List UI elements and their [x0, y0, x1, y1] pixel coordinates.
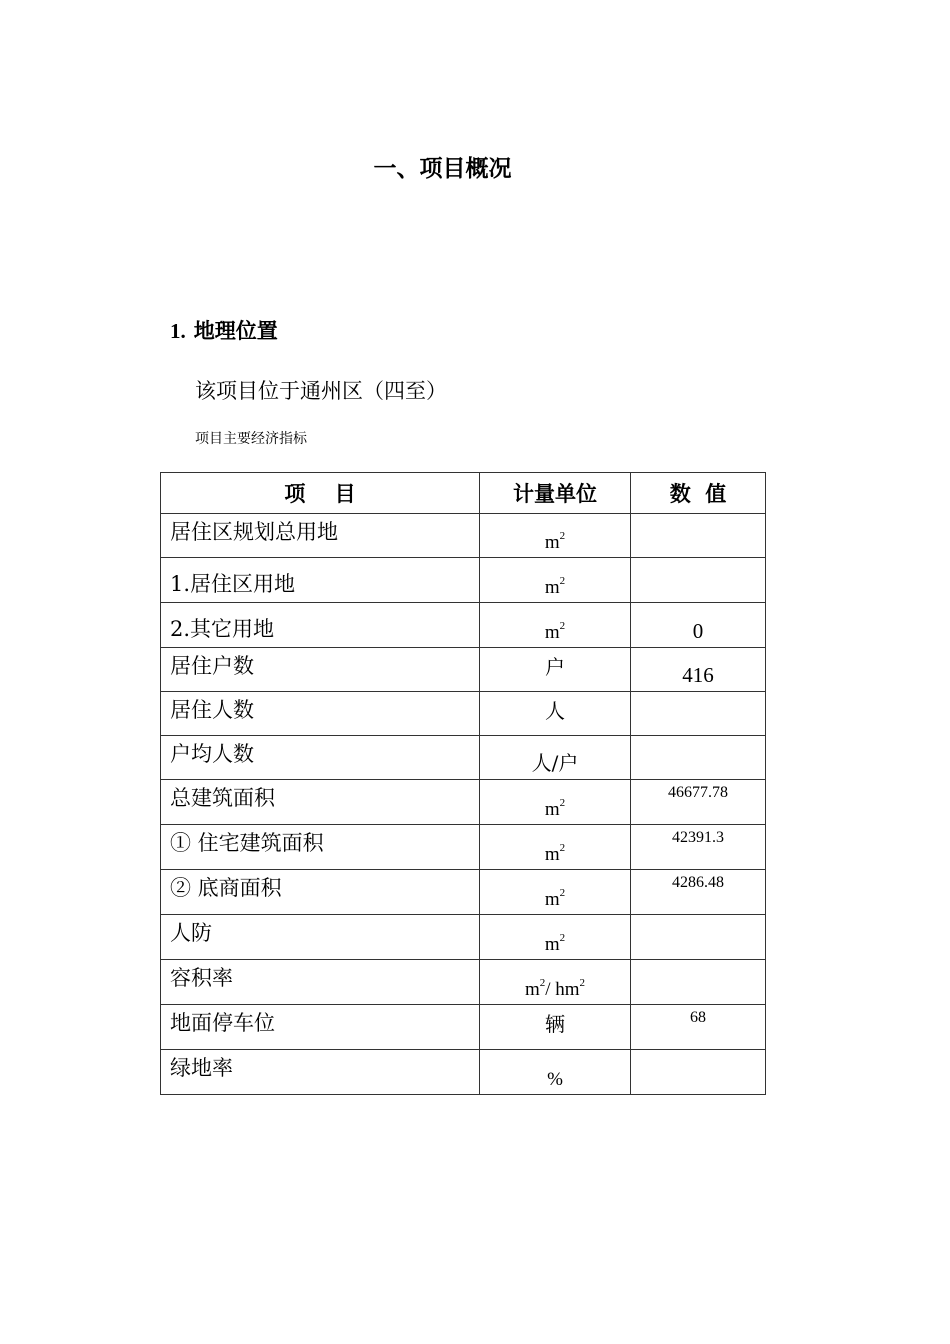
- item-cell: 绿地率: [161, 1050, 480, 1095]
- value-cell: 4286.48: [631, 870, 766, 915]
- table-row: [161, 915, 766, 960]
- location-text: 该项目位于通州区（四至）: [195, 379, 447, 403]
- value-cell: 42391.3: [631, 825, 766, 870]
- item-cell: 地面停车位: [161, 1005, 480, 1050]
- table-row: [161, 736, 766, 780]
- item-cell: ① 住宅建筑面积: [161, 825, 480, 870]
- section-heading-text: 地理位置: [193, 319, 278, 343]
- table-caption: 项目主要经济指标: [195, 431, 307, 447]
- header-value: 数 值: [631, 473, 766, 514]
- unit-cell: $m^2$: [480, 825, 631, 870]
- value-cell: 46677.78: [631, 780, 766, 825]
- value-cell: [631, 558, 766, 603]
- value-cell: 416: [631, 648, 766, 692]
- table-header-row: [161, 473, 766, 514]
- table-row: [161, 780, 766, 825]
- unit-cell: $m^2/$ $hm^2$: [480, 960, 631, 1005]
- item-cell: 总建筑面积: [161, 780, 480, 825]
- unit-cell: $m^2$: [480, 870, 631, 915]
- section-heading: [170, 315, 278, 345]
- table-row: [161, 870, 766, 915]
- item-cell: 居住户数: [161, 648, 480, 692]
- value-cell: [631, 960, 766, 1005]
- value-cell: [631, 692, 766, 736]
- unit-cell: $m^2$: [480, 603, 631, 648]
- item-cell: 居住区规划总用地: [161, 514, 480, 558]
- value-cell: [631, 1050, 766, 1095]
- item-cell: 人防: [161, 915, 480, 960]
- value-cell: 0: [631, 603, 766, 648]
- table-row: [161, 1050, 766, 1095]
- item-cell: 2.其它用地: [161, 603, 480, 648]
- item-cell: 户均人数: [161, 736, 480, 780]
- header-item: 项 目: [161, 473, 480, 514]
- header-unit: 计量单位: [480, 473, 631, 514]
- table-row: [161, 825, 766, 870]
- unit-cell: $m^2$: [480, 915, 631, 960]
- table-row: [161, 558, 766, 603]
- unit-cell: 户: [480, 648, 631, 692]
- unit-cell: 人: [480, 692, 631, 736]
- economic-indicators-table: [160, 472, 766, 1095]
- table-row: [161, 960, 766, 1005]
- section-number: 1.: [170, 319, 186, 343]
- table-row: [161, 514, 766, 558]
- unit-cell: %: [480, 1050, 631, 1095]
- unit-cell: $m^2$: [480, 558, 631, 603]
- item-cell: 1.居住区用地: [161, 558, 480, 603]
- item-cell: ② 底商面积: [161, 870, 480, 915]
- value-cell: [631, 514, 766, 558]
- item-cell: 容积率: [161, 960, 480, 1005]
- unit-cell: $m^2$: [480, 514, 631, 558]
- unit-cell: $m^2$: [480, 780, 631, 825]
- value-cell: [631, 915, 766, 960]
- table-row: [161, 692, 766, 736]
- unit-cell: 人/户: [480, 736, 631, 780]
- table-row: [161, 648, 766, 692]
- value-cell: 68: [631, 1005, 766, 1050]
- unit-cell: 辆: [480, 1005, 631, 1050]
- value-cell: [631, 736, 766, 780]
- table-row: [161, 603, 766, 648]
- page-title: 一、项目概况: [373, 156, 512, 182]
- item-cell: 居住人数: [161, 692, 480, 736]
- table-row: [161, 1005, 766, 1050]
